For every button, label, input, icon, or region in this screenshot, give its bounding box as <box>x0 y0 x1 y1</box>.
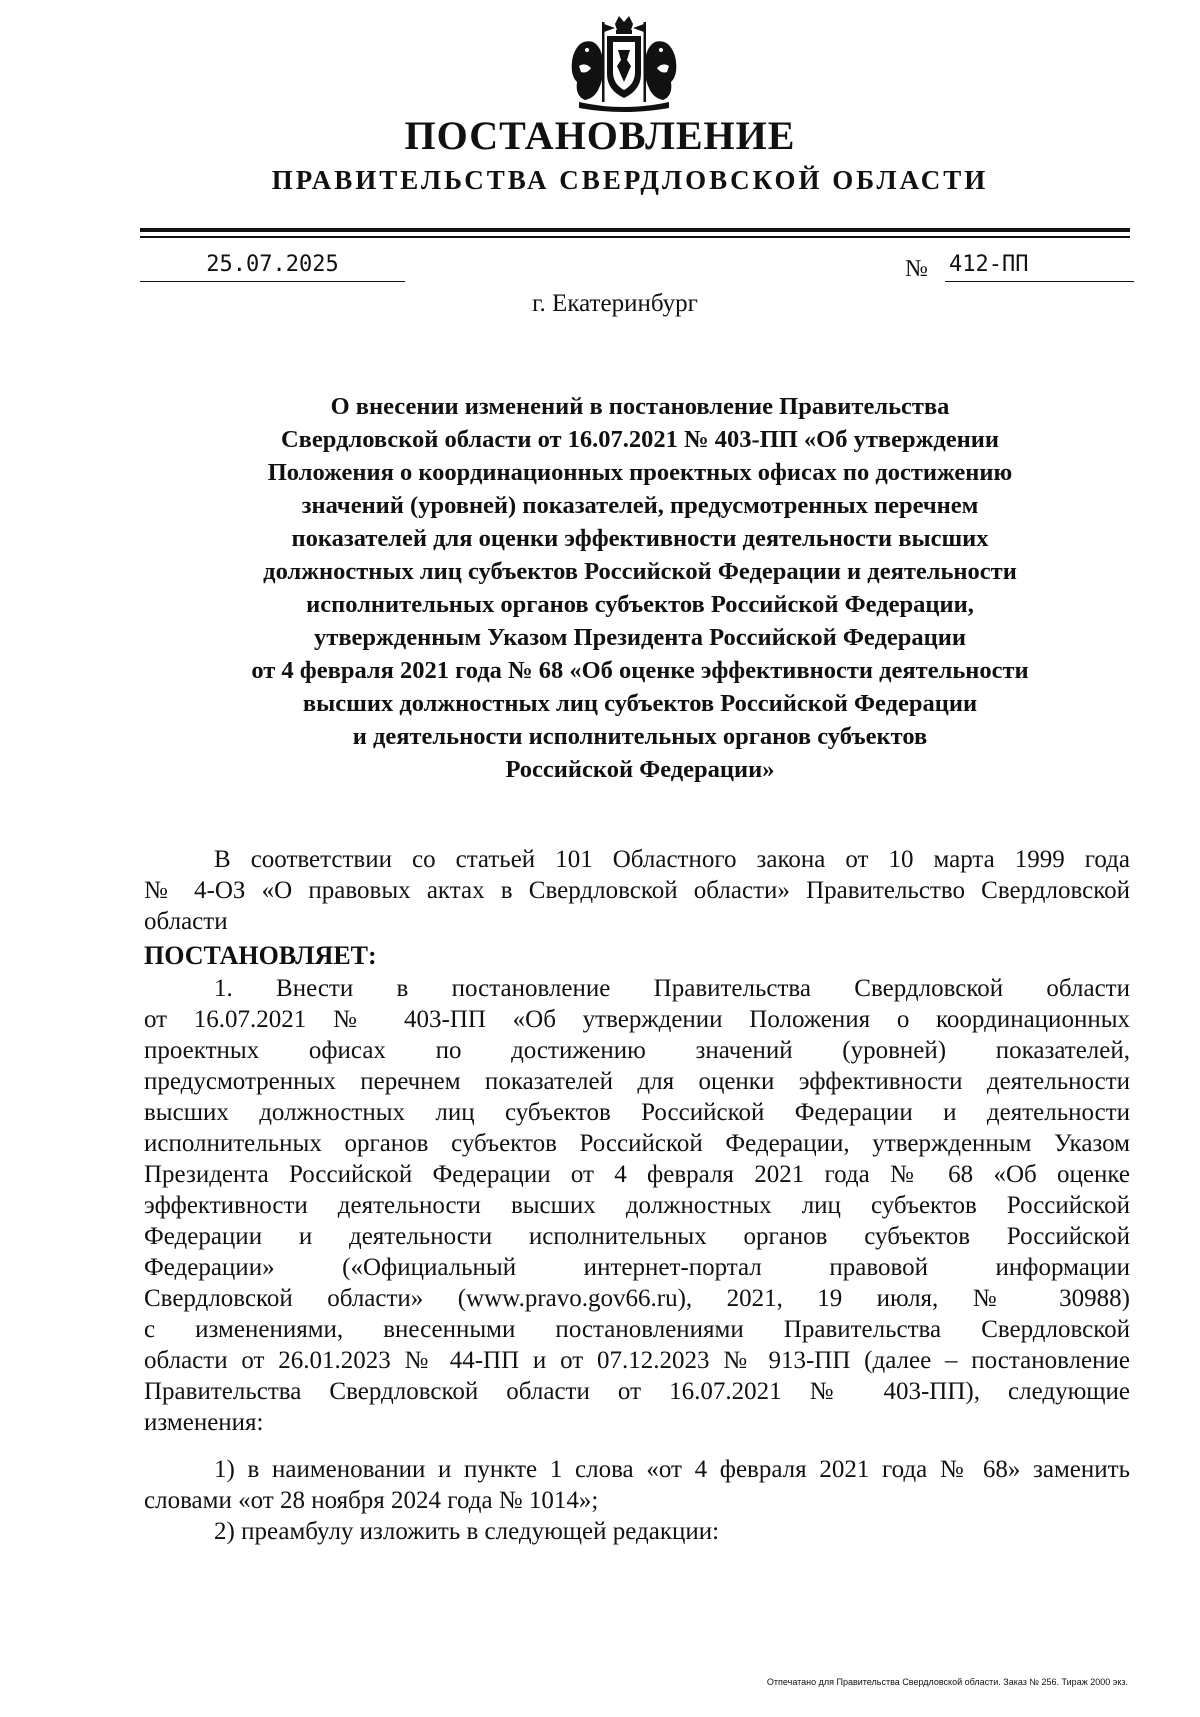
paragraph-line: Правительства Свердловской области от 16.07.2021 № 403-ПП), следующие <box>144 1378 1130 1405</box>
paragraph-line: В соответствии со статьей 101 Областного закона от 10 марта 1999 года <box>214 846 1130 873</box>
heading-line: Положения о координационных проектных офисах по достижению <box>267 459 1013 486</box>
paragraph-line: Федерации и деятельности исполнительных органов субъектов Российской <box>144 1223 1130 1250</box>
heading-line: от 4 февраля 2021 года № 68 «Об оценке эффективности деятельности <box>251 657 1029 684</box>
paragraph-line: предусмотренных перечнем показателей для оценки эффективности деятельности <box>144 1068 1130 1095</box>
paragraph-line: Свердловской области» (www.pravo.gov66.ru), 2021, 19 июля, № 30988) <box>144 1285 1130 1312</box>
paragraph-line: с изменениями, внесенными постановлениями Правительства Свердловской <box>144 1316 1130 1343</box>
paragraph-line: 1. Внести в постановление Правительства Свердловской области <box>214 975 1130 1002</box>
heading-line: Свердловской области от 16.07.2021 № 403-ПП «Об утверждении <box>280 426 1000 453</box>
paragraph-line: Федерации» («Официальный интернет-портал правовой информации <box>144 1254 1130 1281</box>
subclause-2 <box>144 1516 1130 1547</box>
heading-line: и деятельности исполнительных органов субъектов <box>352 723 928 750</box>
heading-line: высших должностных лиц субъектов Российской Федерации <box>302 690 978 717</box>
heading-line: показателей для оценки эффективности деятельности высших <box>291 525 989 552</box>
paragraph-line: словами «от 28 ноября 2024 года № 1014»; <box>144 1487 599 1514</box>
paragraph-line: исполнительных органов субъектов Российской Федерации, утвержденным Указом <box>144 1130 1130 1157</box>
document-number: 412-ПП <box>945 252 1134 282</box>
clause-1-paragraph <box>144 973 1130 1438</box>
heading-line: Российской Федерации» <box>505 756 775 783</box>
coat-of-arms-icon <box>565 16 683 116</box>
number-sign: № <box>905 256 928 282</box>
document-type-title: ПОСТАНОВЛЕНИЕ <box>404 113 796 158</box>
subclause-1 <box>144 1454 1130 1516</box>
heading-line: значений (уровней) показателей, предусмотренных перечнем <box>301 492 979 519</box>
city-of-issue: г. Екатеринбург <box>532 290 698 317</box>
paragraph-line: Президента Российской Федерации от 4 февраля 2021 года № 68 «Об оценке <box>144 1161 1130 1188</box>
print-note: Отпечатано для Правительства Свердловской области. Заказ № 256. Тираж 2000 экз. <box>766 1677 1128 1687</box>
heading-line: должностных лиц субъектов Российской Федерации и деятельности <box>263 558 1017 585</box>
paragraph-line: области от 26.01.2023 № 44-ПП и от 07.12.2023 № 913-ПП (далее – постановление <box>144 1347 1130 1374</box>
paragraph-line: области <box>144 908 228 935</box>
paragraph-line: проектных офисах по достижению значений (уровней) показателей, <box>144 1037 1130 1064</box>
paragraph-line: высших должностных лиц субъектов Российской Федерации и деятельности <box>144 1099 1130 1126</box>
heading-line: О внесении изменений в постановление Правительства <box>330 393 950 420</box>
decree-verb: ПОСТАНОВЛЯЕТ: <box>144 941 377 970</box>
paragraph-line: эффективности деятельности высших должностных лиц субъектов Российской <box>144 1192 1130 1219</box>
document-heading <box>160 390 1120 786</box>
header-rule-thin <box>140 236 1130 238</box>
issuing-authority: ПРАВИТЕЛЬСТВА СВЕРДЛОВСКОЙ ОБЛАСТИ <box>271 165 989 195</box>
preamble-paragraph <box>144 844 1130 937</box>
paragraph-line: № 4-ОЗ «О правовых актах в Свердловской области» Правительство Свердловской <box>144 877 1130 904</box>
heading-line: утвержденным Указом Президента Российской Федерации <box>314 624 966 651</box>
header-rule-thick <box>140 228 1130 232</box>
paragraph-line: от 16.07.2021 № 403-ПП «Об утверждении Положения о координационных <box>144 1006 1130 1033</box>
paragraph-line: 1) в наименовании и пункте 1 слова «от 4 февраля 2021 года № 68» заменить <box>214 1456 1130 1483</box>
heading-line: исполнительных органов субъектов Российской Федерации, <box>306 591 974 618</box>
document-date: 25.07.2025 <box>140 252 405 282</box>
paragraph-line: изменения: <box>144 1409 264 1436</box>
paragraph-line: 2) преамбулу изложить в следующей редакции: <box>214 1518 720 1545</box>
